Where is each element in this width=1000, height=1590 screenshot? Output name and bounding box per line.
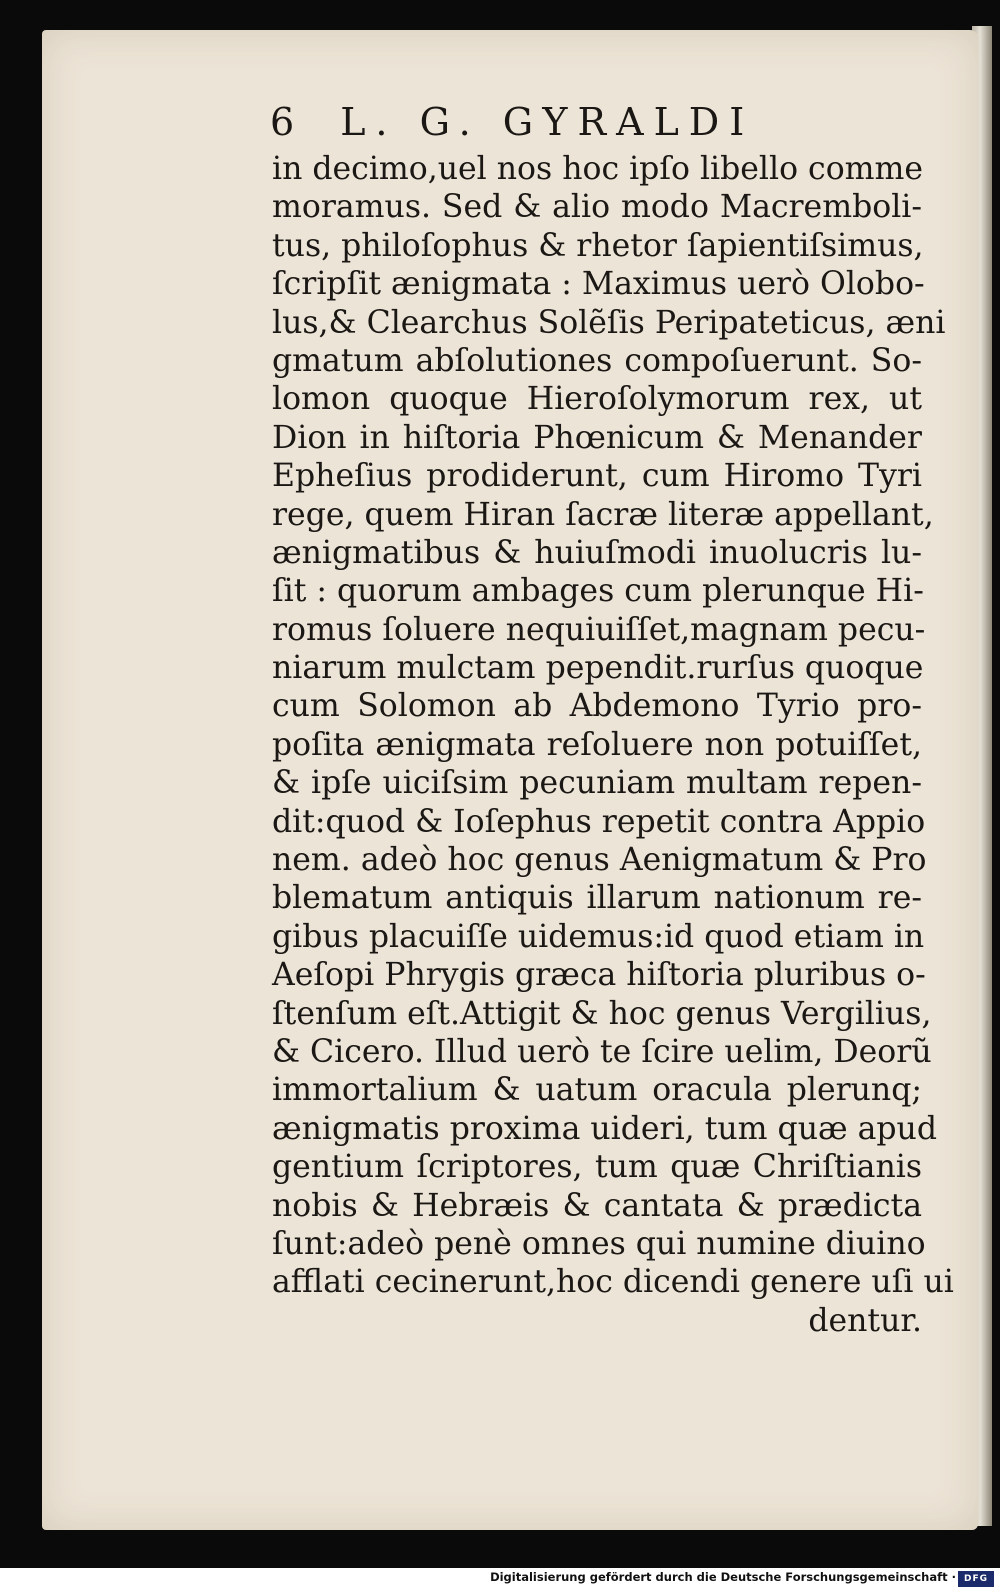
- text-line: niarum mulctam pependit.rurſus quoque: [272, 650, 924, 687]
- text-line: ænigmatis proxima uideri, tum quæ apud: [272, 1110, 938, 1147]
- text-line: romus ſoluere nequiuiſſet,magnam pecu-: [272, 611, 926, 648]
- text-line: tus, philoſophus & rhetor ſapientiſsimus,: [272, 227, 924, 264]
- text-line: gentium ſcriptores, tum quæ Chriſtianis: [272, 1149, 922, 1186]
- dfg-logo: DFG: [958, 1571, 994, 1587]
- text-line: lomon quoque Hieroſolymorum rex, ut: [272, 381, 922, 418]
- text-line: afflati cecinerunt,hoc dicendi genere uſi ui: [272, 1264, 954, 1301]
- page-number: 6: [270, 100, 305, 144]
- text-line: & ipſe uiciſsim pecuniam multam repen-: [272, 765, 922, 802]
- text-line: immortalium & uatum oracula plerunq;: [272, 1072, 922, 1109]
- running-head: L. G. GYRALDI: [340, 100, 755, 144]
- text-line: cum Solomon ab Abdemono Tyrio pro-: [272, 688, 922, 725]
- text-line: ſit : quorum ambages cum plerunque Hi-: [272, 573, 924, 610]
- text-line: Epheſius prodiderunt, cum Hiromo Tyri: [272, 458, 922, 495]
- body-text: [272, 150, 954, 1340]
- text-line: dit:quod & Ioſephus repetit contra Appio: [272, 803, 926, 840]
- text-line: gibus placuiſſe uidemus:id quod etiam in: [272, 918, 925, 955]
- text-line: moramus. Sed & alio modo Macremboli-: [272, 189, 922, 226]
- text-line: ſtenſum eſt.Attigit & hoc genus Vergilius,: [272, 995, 932, 1032]
- text-line: ænigmatibus & huiuſmodi inuolucris lu-: [272, 534, 922, 571]
- text-line: in decimo,uel nos hoc ipſo libello comme: [272, 151, 924, 187]
- text-line: poſita ænigmata reſoluere non potuiſſet,: [272, 726, 922, 763]
- text-line: gmatum abſolutiones compoſuerunt. So-: [272, 342, 922, 379]
- text-line: & Cicero. Illud uerò te ſcire uelim, Deorũ: [272, 1033, 932, 1070]
- text-line: Aeſopi Phrygis græca hiſtoria pluribus o-: [272, 957, 926, 994]
- text-line: ſunt:adeò penè omnes qui numine diuino: [272, 1225, 926, 1262]
- text-line: blematum antiquis illarum nationum re-: [272, 880, 922, 917]
- text-line: Dion in hiſtoria Phœnicum & Menander: [272, 419, 922, 456]
- text-line: lus,& Clearchus Solẽſis Peripateticus, æni: [272, 304, 946, 341]
- text-line: ſcripſit ænigmata : Maximus uerò Olobo-: [272, 266, 925, 303]
- text-line: rege, quem Hiran ſacræ literæ appellant,: [272, 496, 934, 533]
- footer-credit: Digitalisierung gefördert durch die Deutsche Forschungsgemeinschaft ·: [490, 1570, 956, 1584]
- text-line: nobis & Hebræis & cantata & prædicta: [272, 1187, 922, 1224]
- catchword: dentur.: [808, 1302, 922, 1339]
- text-line: nem. adeò hoc genus Aenigmatum & Pro: [272, 842, 927, 879]
